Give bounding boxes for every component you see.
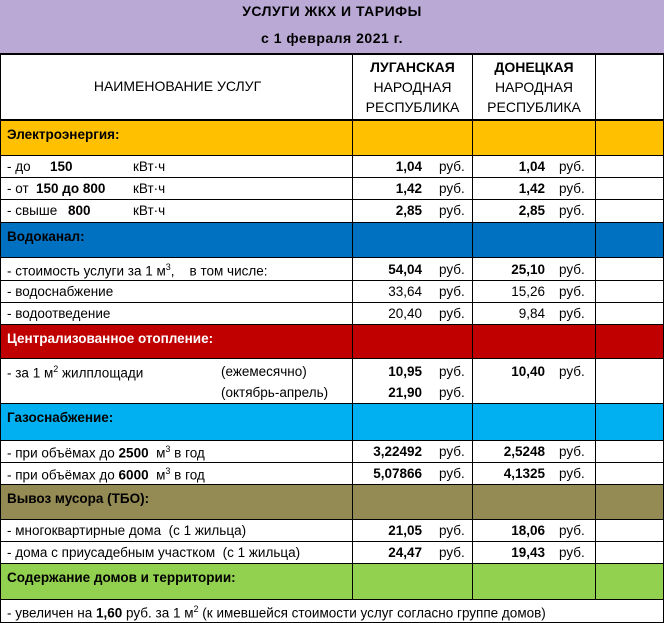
row-empty bbox=[596, 200, 664, 222]
section-cell bbox=[473, 121, 596, 155]
section-label-cell bbox=[0, 564, 353, 599]
section-cell bbox=[353, 485, 473, 519]
row-empty bbox=[596, 542, 664, 563]
table-row bbox=[0, 281, 664, 303]
row-lnr: 2,85 руб. bbox=[353, 200, 473, 222]
section-electricity bbox=[0, 121, 664, 156]
table-row bbox=[0, 178, 664, 200]
row-empty bbox=[596, 441, 664, 462]
section-label-cell bbox=[0, 404, 353, 440]
section-cell bbox=[596, 485, 664, 519]
page-title-banner bbox=[0, 0, 664, 55]
row-lnr: 5,07866 руб. bbox=[353, 463, 473, 484]
row-dnr: 19,43 руб. bbox=[473, 542, 596, 563]
section-maintenance bbox=[0, 564, 664, 600]
section-cell bbox=[353, 223, 473, 257]
section-cell bbox=[353, 325, 473, 358]
row-empty bbox=[596, 156, 664, 177]
section-cell bbox=[353, 404, 473, 440]
row-name: - до 150 кВт·ч bbox=[0, 156, 353, 177]
section-cell bbox=[353, 564, 473, 599]
section-heating bbox=[0, 325, 664, 359]
table-row bbox=[0, 520, 664, 542]
table-row bbox=[0, 463, 664, 485]
row-lnr: 1,42 руб. bbox=[353, 178, 473, 199]
section-label-cell bbox=[0, 485, 353, 519]
row-lnr: 10,95 руб. 21,90 руб. bbox=[353, 359, 473, 403]
header-empty bbox=[596, 55, 664, 119]
row-dnr: 4,1325 руб. bbox=[473, 463, 596, 484]
row-dnr: 1,04 руб. bbox=[473, 156, 596, 177]
section-label: Газоснабжение: bbox=[7, 410, 114, 425]
row-lnr: 54,04 руб. bbox=[353, 258, 473, 280]
row-dnr: 1,42 руб. bbox=[473, 178, 596, 199]
row-lnr: 24,47 руб. bbox=[353, 542, 473, 563]
section-cell bbox=[473, 325, 596, 358]
section-cell bbox=[596, 404, 664, 440]
row-dnr: 2,85 руб. bbox=[473, 200, 596, 222]
header-dnr: ДОНЕЦКАЯ НАРОДНАЯ РЕСПУБЛИКА bbox=[473, 55, 596, 119]
section-cell bbox=[596, 325, 664, 358]
row-dnr: 2,5248 руб. bbox=[473, 441, 596, 462]
table-header-row bbox=[0, 55, 664, 121]
table-row bbox=[0, 156, 664, 178]
section-gas bbox=[0, 404, 664, 441]
row-empty bbox=[596, 281, 664, 302]
section-label: Содержание домов и территории: bbox=[7, 570, 236, 585]
maintenance-note-row bbox=[0, 600, 664, 623]
row-lnr: 33,64 руб. bbox=[353, 281, 473, 302]
row-lnr: 21,05 руб. bbox=[353, 520, 473, 541]
row-dnr: 18,06 руб. bbox=[473, 520, 596, 541]
table-row bbox=[0, 258, 664, 281]
section-garbage bbox=[0, 485, 664, 520]
table-row bbox=[0, 359, 664, 404]
section-cell bbox=[473, 404, 596, 440]
row-empty bbox=[596, 303, 664, 324]
table-row bbox=[0, 200, 664, 223]
row-name: - при объёмах до 2500 $м^3$ в год bbox=[0, 441, 353, 462]
section-label: Вывоз мусора (ТБО): bbox=[7, 491, 150, 506]
row-name: - от 150 до 800 кВт·ч bbox=[0, 178, 353, 199]
section-cell bbox=[353, 121, 473, 155]
row-name: - за 1 $м^2$ жилплощади (ежемесячно) (октябрь-апрель) bbox=[0, 359, 353, 403]
row-name: - водоотведение bbox=[0, 303, 353, 324]
row-name: - стоимость услуги за 1 $м^3$, в том числе: bbox=[0, 258, 353, 280]
table-row bbox=[0, 303, 664, 325]
section-label: Водоканал: bbox=[7, 229, 85, 244]
table-row bbox=[0, 542, 664, 564]
row-dnr: 25,10 руб. bbox=[473, 258, 596, 280]
row-empty bbox=[596, 258, 664, 280]
row-empty bbox=[596, 463, 664, 484]
section-cell bbox=[596, 564, 664, 599]
row-empty bbox=[596, 178, 664, 199]
row-dnr: 10,40 руб. bbox=[473, 359, 596, 403]
row-empty bbox=[596, 359, 664, 403]
row-dnr: 9,84 руб. bbox=[473, 303, 596, 324]
row-dnr: 15,26 руб. bbox=[473, 281, 596, 302]
row-name: - многоквартирные дома (с 1 жильца) bbox=[0, 520, 353, 541]
row-name: - свыше 800 кВт·ч bbox=[0, 200, 353, 222]
page-title: УСЛУГИ ЖКХ И ТАРИФЫ bbox=[242, 3, 422, 19]
section-label-cell bbox=[0, 325, 353, 358]
header-lnr: ЛУГАНСКАЯ НАРОДНАЯ РЕСПУБЛИКА bbox=[353, 55, 473, 119]
section-cell bbox=[473, 223, 596, 257]
section-cell bbox=[473, 485, 596, 519]
row-name: - водоснабжение bbox=[0, 281, 353, 302]
header-service: НАИМЕНОВАНИЕ УСЛУГ bbox=[0, 55, 353, 119]
row-empty bbox=[596, 520, 664, 541]
row-lnr: 3,22492 руб. bbox=[353, 441, 473, 462]
row-name: - дома с приусадебным участком (с 1 жильца) bbox=[0, 542, 353, 563]
section-cell bbox=[596, 223, 664, 257]
maintenance-note: - увеличен на 1,60 руб. за 1 $м^2$ (к имевшейся стоимости услуг согласно группе домов) bbox=[7, 604, 546, 621]
section-label-cell bbox=[0, 223, 353, 257]
section-label-cell bbox=[0, 121, 353, 155]
row-lnr: 1,04 руб. bbox=[353, 156, 473, 177]
page-subtitle-date: с 1 февраля 2021 г. bbox=[261, 30, 403, 46]
row-lnr: 20,40 руб. bbox=[353, 303, 473, 324]
section-label: Электроэнергия: bbox=[7, 127, 120, 142]
section-cell bbox=[596, 121, 664, 155]
section-label: Централизованное отопление: bbox=[7, 331, 214, 346]
table-row bbox=[0, 441, 664, 463]
section-cell bbox=[473, 564, 596, 599]
row-name: - при объёмах до 6000 $м^3$ в год bbox=[0, 463, 353, 484]
section-water bbox=[0, 223, 664, 258]
